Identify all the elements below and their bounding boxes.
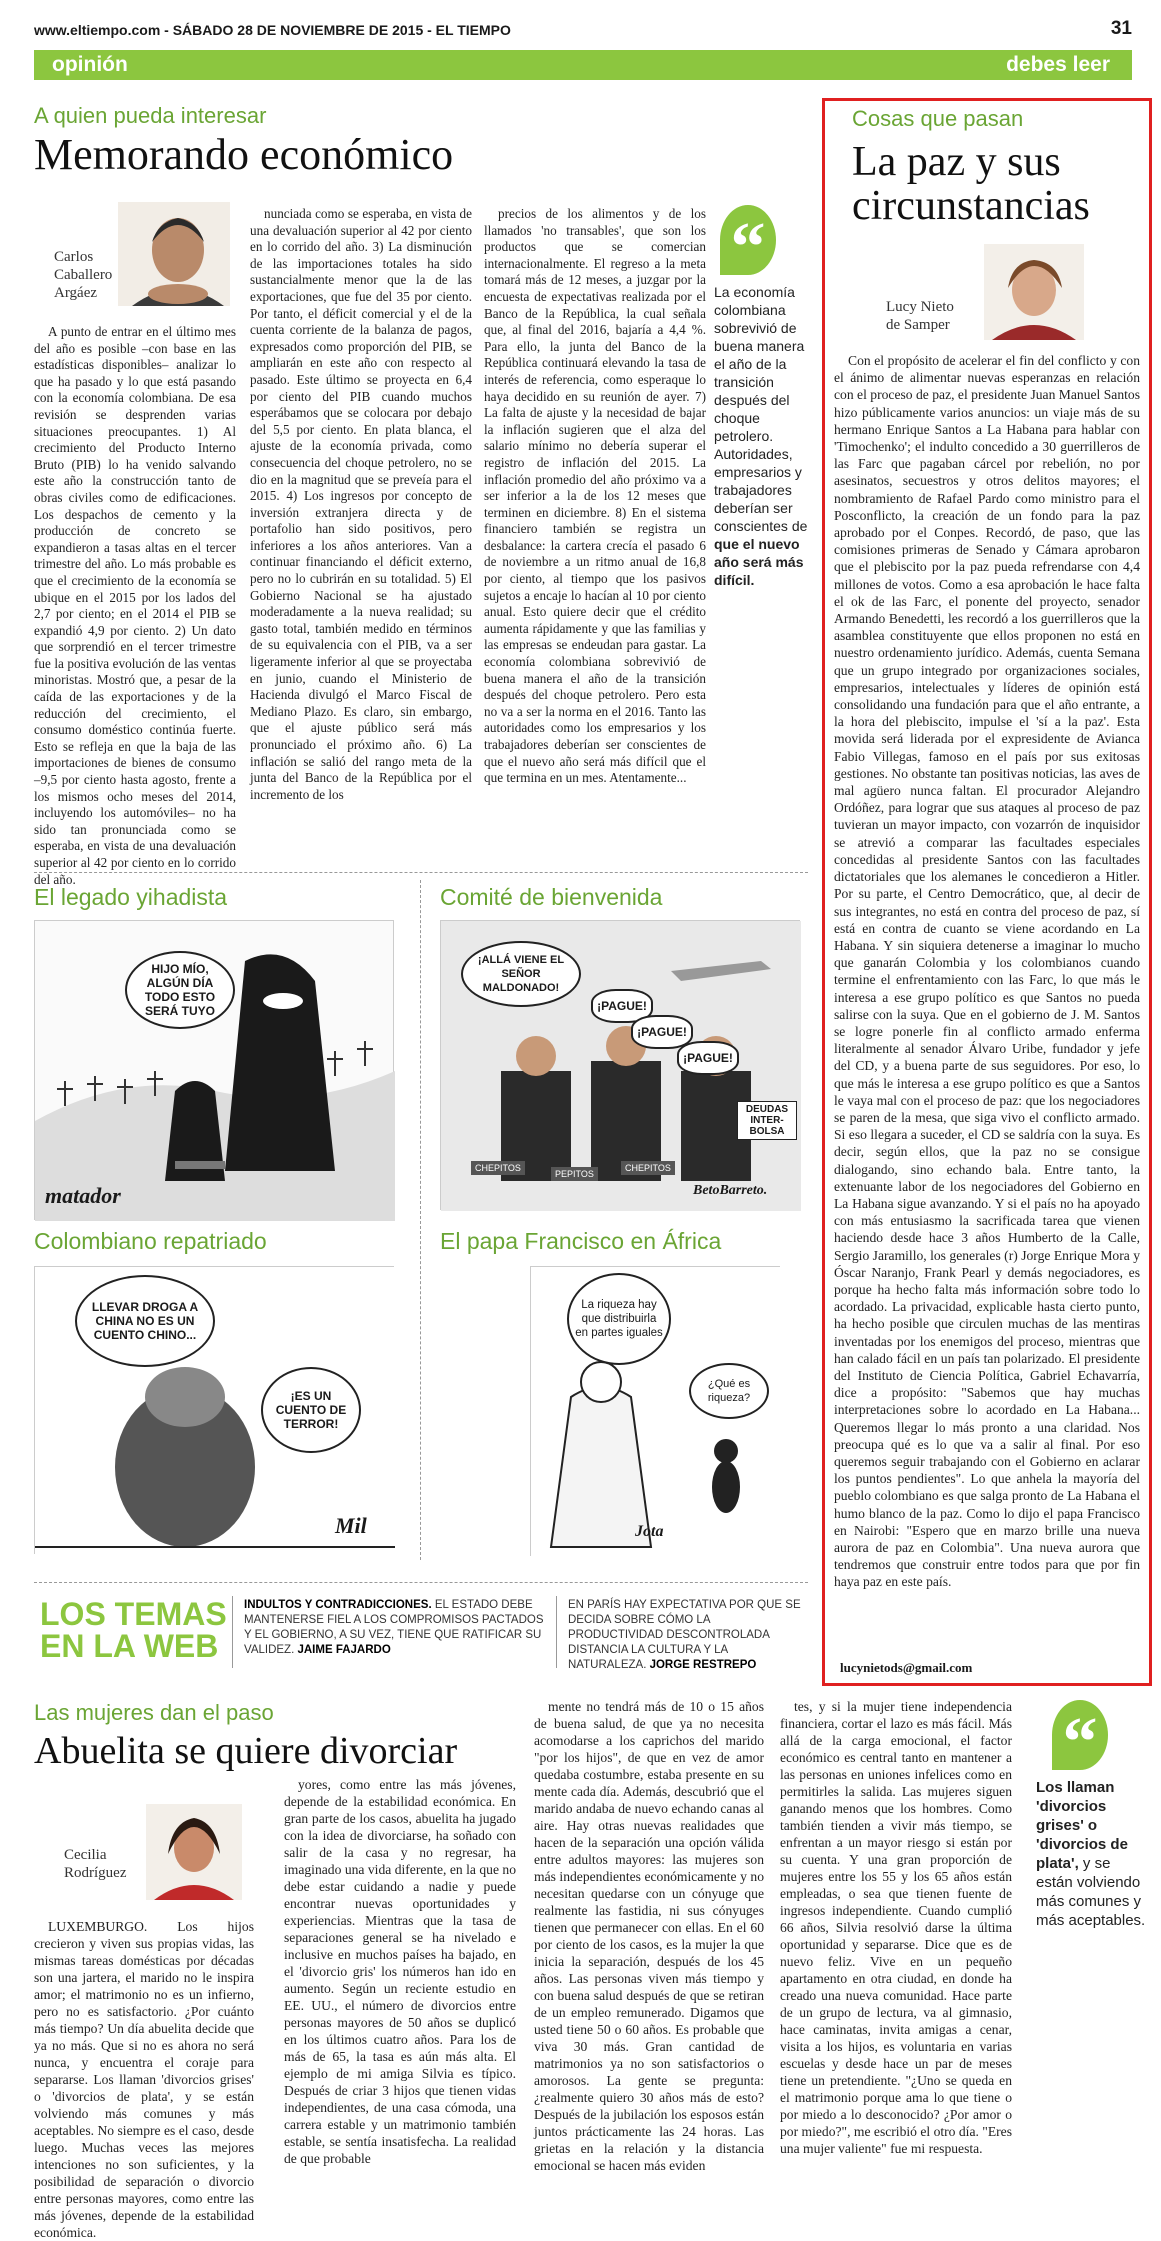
web-item-1[interactable]: INDULTOS Y CONTRADICCIONES. EL ESTADO DEBE MANTENERSE FIEL A LOS COMPROMISOS PACTADOS Y EL GOBIERNO, A SU VEZ, TIENE QUE RATIFICAR SU VALIDEZ. JAIME FAJARDO (244, 1599, 544, 1656)
page-number: 31 (1110, 18, 1132, 39)
article1-col3: precios de los alimentos y de los llamados 'no transables', que son los productos que se comercian internacionalmente. El regreso a la meta tomará más de 12 meses, a juzgar por la encuesta de expectativas realizada por el Banco de la República, la cual señala que, al final del 2016, bajaría a 4,4 %. Para ello, la junta del Banco de la República continuará elevando la tasa de interés de referencia, como esperaque lo haya decidido en su reunión de ayer. 7) La falta de ajuste y la necesidad de bajar la inflación sugieren que el alza del salario mínimo no debería superar el registro de inflación del 2015. La inflación promedio del año próximo va a ser inferior a la de los 12 meses que terminen en diciembre. 8) En el sistema financiero también se registra un desbalance: la cartera crecía el pasado 6 de noviembre a un ritmo anual de 16,8 por ciento, al tiempo que los pasivos sujetos a encaje lo hacían al 10 por ciento anual. Esto quiere decir que el crédito aumenta rápidamente y que las familias y las empresas se endeudan para gastar. La economía colombiana sobrevivió de buena manera el año de la transición después del choque petrolero. Pero esta no va a ser la norma en el 2016. Tanto las autoridades como los empresarios y los trabajadores deberían ser conscientes de que el nuevo año será más difícil que el que termina en un mes. Atentamente... (484, 206, 706, 786)
article1-kicker: A quien pueda interesar (34, 103, 267, 128)
debt-sign: DEUDAS INTER-BOLSA (737, 1101, 797, 1140)
article2-author: Lucy Nieto de Samper (886, 299, 954, 333)
article2-title: La paz y sus circunstancias (852, 139, 1090, 229)
quote-icon: “ (720, 205, 776, 275)
cartoon3-bubble: ¡ES UN CUENTO DE TERROR! (261, 1367, 361, 1453)
article3-col3: mente no tendrá más de 10 o 15 años de buena salud, de que ya no necesita acomodarse a los caprichos del marido "por los hijos", de que en vez de amor quedaba costumbre, estaba presente en su mente cada día. Además, descubrió que el marido andaba de nuevo echando canas al aire. Hay otras nuevas realidades que hacen de la separación una opción válida entre adultos mayores: las mujeres son más independientes económicamente y no necesitan quedarse con un cónyuge que realmente las fastidia, ni sus cónyuges tienen que permanecer con ellas. En el 60 por ciento de los casos, es la mujer la que inicia la separación, después de los 45 años. Las personas viven más tiempo y con buena salud después de que se retiran de un empleo remunerado. Digamos que usted tiene 50 o 60 años. Es probable que viva 30 más. Gran cantidad de matrimonios ya no son satisfactorios o amorosos. La gente se pregunta: ¿realmente quiero 30 años más de esto? Después de la jubilación los esposos están juntos prácticamente las 24 horas. Las grietas en la relación y la distancia emocional se hacen más eviden (534, 1699, 764, 2173)
cartoon3-signature: Mil (335, 1513, 367, 1538)
divider (232, 1596, 233, 1668)
article1-col1: A punto de entrar en el último mes del año es posible –con base en las estadísticas disponibles– analizar lo que ha pasado y lo que está pasando con la economía colombiana. De esa revisión se desprenden varias situaciones preocupantes. 1) Al crecimiento del Producto Interno Bruto (PIB) lo ha venido salvando este año la construcción tanto de obras civiles como de edificaciones. Los despachos de cemento y la producción de concreto se expandieron a tasas altas en el tercer trimestre del año. Lo más probable es que el crecimiento de la economía se ubique en el 2015 por los lados del 2,7 por ciento; en el 2014 el PIB se expandió 4,9 por ciento. 2) Un dato que sorprendió en el tercer trimestre fue la positiva evolución de las ventas minoristas. Mostró que, a pesar de la caída de las exportaciones y de la reducción del crecimiento, el consumo doméstico continúa fuerte. Esto se refleja en que la baja de las importaciones de bienes de consumo –9,5 por ciento hasta agosto, frente a los mismos ocho meses del 2014, incluyendo los automóviles– no ha sido tan pronunciada como se esperaba, en vista de una devaluación superior al 42 por ciento en lo corrido del año. (34, 324, 236, 887)
cartoon1-signature: matador (45, 1183, 121, 1208)
cartoon1-bubble: HIJO MÍO, ALGÚN DÍA TODO ESTO SERÁ TUYO (125, 951, 235, 1029)
cartoon4-image (530, 1266, 780, 1556)
cartoon2-signature: BetoBarreto. (693, 1183, 768, 1198)
cartoon3-bubble: LLEVAR DROGA A CHINA NO ES UN CUENTO CHINO... (75, 1275, 215, 1367)
section-label: opinión (52, 53, 128, 76)
cartoon4-bubble: ¿Qué es riqueza? (689, 1363, 769, 1419)
article1-title: Memorando económico (34, 130, 454, 179)
web-item-2[interactable]: EN PARÍS HAY EXPECTATIVA POR QUE SE DECIDA SOBRE CÓMO LA PRODUCTIVIDAD DESCONTROLADA DISTANCIA LA CULTURA Y LA NATURALEZA. JORGE RESTREPO (568, 1599, 801, 1671)
article3-pullquote: Los llaman 'divorcios grises' o 'divorcios de plata', y se están volviendo más comunes y más aceptables. (1036, 1779, 1146, 1929)
cartoon2-bubble: ¡ALLÁ VIENE EL SEÑOR MALDONADO! (461, 941, 581, 1007)
article3-col1: LUXEMBURGO. Los hijos crecieron y viven sus propias vidas, las mismas tareas domésticas por décadas son una jartera, el marido no le inspira amor; el matrimonio no es un infierno, pero no es satisfactorio. ¿Por cuánto más tiempo? Un día abuelita decide que ya no más. Que si no es ahora no será nunca, y encuentra el coraje para separarse. Los llaman 'divorcios grises' o 'divorcios de plata', y se están volviendo más comunes y más aceptables. No siempre es el caso, desde luego. Muchas veces las mejores intenciones no son suficientes, y la posibilidad de separación o divorcio entre personas mayores, como entre las más jóvenes, depende de la estabilidad económica. (34, 1919, 254, 2240)
author-last: Caballero Argáez (54, 267, 113, 301)
article3-title: Abuelita se quiere divorciar (34, 1730, 458, 1772)
article2-kicker: Cosas que pasan (852, 106, 1024, 131)
cartoon2-bubble: ¡PAGUE! (677, 1041, 739, 1075)
author-photo (118, 202, 230, 306)
divider (34, 872, 808, 873)
bag-label: PEPITOS (551, 1167, 598, 1181)
article3-kicker: Las mujeres dan el paso (34, 1700, 274, 1725)
quote-icon: “ (1052, 1700, 1108, 1770)
cartoon4-bubble: La riqueza hay que distribuirla en partes iguales (567, 1273, 671, 1365)
cartoon2-bubble: ¡PAGUE! (591, 989, 653, 1023)
bag-label: CHEPITOS (471, 1161, 525, 1175)
cartoon2-bubble: ¡PAGUE! (631, 1015, 693, 1049)
author-first: Carlos (54, 249, 94, 265)
masthead-line (34, 18, 1132, 42)
article1-pullquote: La economía colombiana sobrevivió de buena manera el año de la transición después del choque petrolero. Autoridades, empresarios y trabajadores deberían ser conscientes de que el nuevo año será más difícil. (714, 284, 808, 588)
cartoon1-title: El legado yihadista (34, 884, 228, 910)
cartoon3-title: Colombiano repatriado (34, 1228, 267, 1254)
cartoon3-image (34, 1266, 394, 1554)
cartoon1-image (34, 920, 394, 1220)
divider (556, 1596, 557, 1668)
divider (420, 880, 421, 1560)
article3-col2: yores, como entre las más jóvenes, depende de la estabilidad económica. En gran parte de los casos, abuelita ha jugado con la idea de divorciarse, ha soñado con salir de la casa y no regresar, ha imaginado una vida diferente, en la que no debe estar cuidando a nadie y puede encontrar nuevas oportunidades y experiencias. Mientras que la tasa de separaciones general se ha nivelado e inclusive en muchos países ha bajado, en el 'divorcio gris' los números han ido en aumento. Según un reciente estudio en EE. UU., el número de divorcios entre personas mayores de 50 años se duplicó en los últimos cuatro años. Para los de más de 65, la tasa es aún más alta. El ejemplo de mi amiga Silvia es típico. Después de criar 3 hijos que tienen vidas independientes, de una casa cómoda, una carrera estable y un matrimonio también estable, se sentía insatisfecha. La realidad de que probable (284, 1777, 516, 2166)
article2-email[interactable]: lucynietods@gmail.com (840, 1660, 973, 1675)
author-photo (146, 1804, 242, 1900)
article3-col4: tes, y si la mujer tiene independencia financiera, cortar el lazo es más fácil. Más allá de la carga emocional, el factor económico es central tanto en mantener a las personas en uniones infelices como en permitirles la salida. Las mujeres siguen ganando menos que los hombres. Como también tienden a vivir más tiempo, se enfrentan a un mayor riesgo si están por su cuenta. Y una gran proporción de mujeres entre los 55 y los 65 años están empleadas, o sea que tienen fuente de ingresos independiente. Cuando cumplió 66 años, Silvia resolvió darse la última oportunidad y separarse. Dice que es de nuevo feliz. Vive en un pequeño apartamento en otra ciudad, en donde ha creado una nueva comunidad. Hace parte de un grupo de lectura, va al gimnasio, hace caminatas, invita amigas a cenar, visita a los hijos, es voluntaria en varias escuelas y desde hace un par de meses tiene un pretendiente. "¿Uno se queda en el matrimonio porque ama lo que tiene o por miedo a lo desconocido? ¿Por amor o por miedo?", me escribió el otro día. "Eres una mujer valiente" fue mi respuesta. (780, 1699, 1012, 2156)
bag-label: CHEPITOS (621, 1161, 675, 1175)
cartoon4-signature: Jota (635, 1523, 664, 1540)
article1-col2: nunciada como se esperaba, en vista de una devaluación superior al 42 por ciento en lo corrido del año. 3) La disminución de las importaciones totales ha sido sustancialmente menor que la de las exportaciones, que fue del 35 por ciento. Por tanto, el déficit comercial y el de la cuenta corriente de la balanza de pagos, expresados como proporción del PIB, se ampliarán en este año con respecto al pasado. Este último se proyecta en 6,4 por ciento del PIB cuando muchos esperábamos que se colocara por debajo del 5,5 por ciento. En plata blanca, el ajuste de la economía privada, como consecuencia del choque petrolero, no se dio en la magnitud que se preveía para el 2015. 4) Los ingresos por concepto de inversión extranjera directa y de portafolio han sido positivos, pero inferiores a los años anteriores. Van a continuar financiando el déficit externo, pero no lo cubrirán en su totalidad. 5) El Gobierno Nacional se ha ajustado moderadamente a la nueva realidad; su gasto total, también medido en términos de su equivalencia con el PIB, va a ser ligeramente inferior al que se proyectaba en junio, cuando el Ministerio de Hacienda divulgó el Marco Fiscal de Mediano Plazo. Es claro, sin embargo, que el ajuste público será más pronunciado el próximo año. 6) La inflación se salió del rango meta de la junta del Banco de la República por el incremento de los (250, 206, 472, 802)
cartoon4-title: El papa Francisco en África (440, 1228, 722, 1254)
web-label: LOS TEMAS EN LA WEB (40, 1596, 227, 1664)
article3-author: Cecilia Rodríguez (64, 1847, 127, 1881)
section-bar (34, 50, 1132, 80)
author-photo (984, 244, 1084, 340)
cartoon2-image (440, 920, 800, 1210)
divider (34, 1582, 808, 1583)
masthead-text: www.eltiempo.com - SÁBADO 28 DE NOVIEMBRE DE 2015 - EL TIEMPO (34, 22, 511, 38)
cartoon2-title: Comité de bienvenida (440, 884, 663, 910)
article2-body: Con el propósito de acelerar el fin del conflicto y con el ánimo de alimentar nuevas esperanzas en relación con el proceso de paz, el presidente Juan Manuel Santos hizo públicamente varios anuncios: un viaje más de su hermano Enrique Santos a La Habana para hablar con 'Timochenko'; el indulto concedido a 30 guerrilleros de las Farc que pagaban cárcel por rebelión, no por asesinatos, secuestros y otros delitos mayores; el nombramiento de Rafael Pardo como ministro para el Posconflicto, la creación de un fondo para la paz aprobado por el Conpes. Recordó, de paso, que las comisiones primeras de Senado y Cámara aprobaron que el plebiscito por la paz pueda refrendarse con 4,4 millones de votos. Como a esa aprobación le hace falta el ok de las Farc, el ponente del proyecto, senador Armando Benedetti, les recordó a los guerrilleros que la asamblea constituyente que ellos proponen no está en nuestro ordenamiento jurídico. Además, cuenta Semana que un grupo integrado por organizaciones sociales, empresarios, intelectuales y líderes de opinión está consolidando una fundación para que el año entrante, a la hora del plebiscito, impulse el 'sí a la paz'. Esta movida será liderada por el expresidente de Avianca Fabio Villegas, famoso en el país por sus exitosas gestiones. No obstante tan positivas noticias, las aves de mal agüero nunca faltan. El procurador Alejandro Ordóñez, para lograr que sus ataques al proceso de paz tuvieran un mayor impacto, con vozarrón de inquisidor se atrevió a comparar las facultades especiales concedidas al presidente Santos con las facultades dictatoriales que los alemanes le concedieron a Hitler. Por su parte, el Centro Democrático, que, al decir de sus integrantes, no está en contra del proceso de paz, sí está en contra de cuanto se viene acordando en La Habana. Y sin siquiera detenerse a imaginar lo mucho que ganarán Colombia y los colombianos cuando termine el enfrentamiento con las Farc, lo que más le interesa a ese grupo político es que Santos no pueda salirse con la suya. Que en el gobierno de J. M. Santos se logre ponerle fin al conflicto armado enferma literalmente al senador Álvaro Uribe, fundador y jefe del CD, y a buena parte de sus seguidores. Por eso, lo que más le interesa a ese grupo político es que a Santos le vaya mal con el proceso de paz: que los negociadores se paren de la mesa, que siga vivo el conflicto armado. Si eso llegara a suceder, el CD se saldría con la suya. Es decir, según ellos, que la paz no se consigue dialogando, sino echando bala. Entre tanto, la extenuante labor de los negociadores del Gobierno en La Habana sigue avanzando. Y si el país no ha apoyado con más entusiasmo la sacrificada tarea que vienen haciendo desde hace 3 años Humberto de la Calle, Sergio Jaramillo, los generales (r) Jorge Enrique Mora y Óscar Naranjo, Frank Pearl y demás negociadores, es porque ha hecho falta más información sobre todo lo acordado. La privacidad, explicable hasta cierto punto, ha hecho posible que circulen muchas de las mentiras inventadas por los enemigos del proceso, mientras que han calado fácil en un país tan polarizado. El presidente del Instituto de Ciencia Política, Gabriel Echavarría, dice a propósito: "Sabemos que hay muchas interpretaciones sobre lo acordado en La Habana... Queremos llegar lo más pronto a una claridad. Nos preocupa qué es lo que va a salir al final. Por eso queremos seguir trabajando con el Gobierno en aclarar los puntos pendientes". Lo que anhela la mayoría del pueblo colombiano es que salga pronto de La Habana el humo blanco de la paz. Como lo dijo el papa Francisco en Nairobi: "Espero que en marzo brille una nueva aurora de paz en Colombia". Una nueva aurora que tendremos que construir entre todos para que por fin haya paz en este país. (834, 353, 1140, 1590)
section-right-label: debes leer (1006, 53, 1110, 76)
